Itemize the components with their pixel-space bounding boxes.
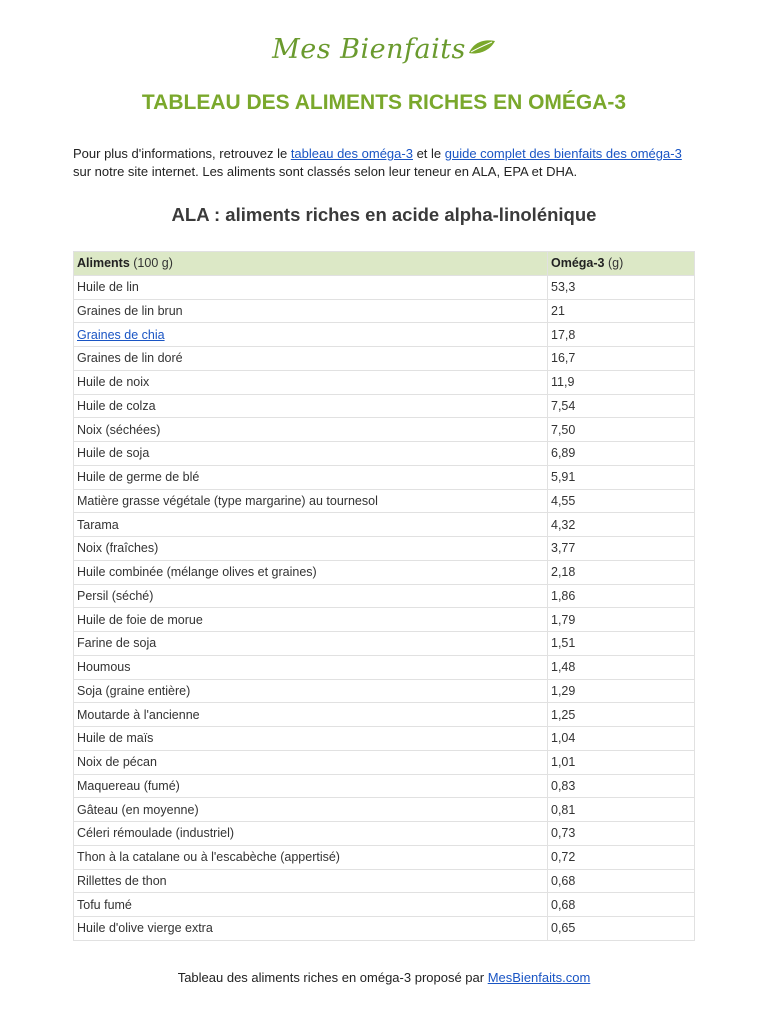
- site-link[interactable]: MesBienfaits.com: [487, 970, 591, 985]
- table-row: [74, 822, 695, 846]
- intro-paragraph: [73, 145, 703, 181]
- food-name-cell: Matière grasse végétale (type margarine) au tournesol: [74, 489, 548, 513]
- intro-text: Pour plus d'informations, retrouvez le: [73, 146, 291, 161]
- table-row: [74, 750, 695, 774]
- omega3-value-cell: 2,18: [548, 560, 695, 584]
- food-name-cell: Tarama: [74, 513, 548, 537]
- food-name-cell: Tofu fumé: [74, 893, 548, 917]
- table-row: [74, 347, 695, 371]
- omega3-value-cell: 1,25: [548, 703, 695, 727]
- column-header-omega3: Oméga-3 (g): [548, 252, 695, 276]
- food-name-cell: [74, 323, 548, 347]
- table-row: [74, 370, 695, 394]
- food-name-cell: Huile de colza: [74, 394, 548, 418]
- omega3-value-cell: 7,54: [548, 394, 695, 418]
- omega3-value-cell: 7,50: [548, 418, 695, 442]
- food-name-cell: Houmous: [74, 655, 548, 679]
- food-name-cell: Maquereau (fumé): [74, 774, 548, 798]
- food-name-cell: Huile de noix: [74, 370, 548, 394]
- food-name-cell: Huile de maïs: [74, 727, 548, 751]
- omega3-value-cell: 1,51: [548, 632, 695, 656]
- omega3-value-cell: 0,72: [548, 845, 695, 869]
- logo: [0, 34, 768, 65]
- omega3-value-cell: 0,83: [548, 774, 695, 798]
- food-name-cell: Farine de soja: [74, 632, 548, 656]
- leaf-icon: [468, 39, 496, 55]
- omega3-value-cell: 0,68: [548, 869, 695, 893]
- table-row: [74, 798, 695, 822]
- omega3-value-cell: 4,55: [548, 489, 695, 513]
- omega3-value-cell: 6,89: [548, 442, 695, 466]
- footer-text: Tableau des aliments riches en oméga-3 proposé par: [177, 970, 488, 985]
- table-row: [74, 418, 695, 442]
- food-name-cell: Gâteau (en moyenne): [74, 798, 548, 822]
- table-row: [74, 275, 695, 299]
- omega3-value-cell: 1,01: [548, 750, 695, 774]
- omega3-value-cell: 1,79: [548, 608, 695, 632]
- table-row: [74, 513, 695, 537]
- table-row: [74, 869, 695, 893]
- omega3-value-cell: 17,8: [548, 323, 695, 347]
- food-name-cell: Huile de lin: [74, 275, 548, 299]
- omega3-value-cell: 16,7: [548, 347, 695, 371]
- omega3-value-cell: 1,48: [548, 655, 695, 679]
- table-row: [74, 489, 695, 513]
- section-title: ALA : aliments riches en acide alpha-linolénique: [171, 204, 597, 225]
- food-name-cell: Huile de soja: [74, 442, 548, 466]
- table-row: [74, 608, 695, 632]
- table-row: [74, 679, 695, 703]
- omega3-value-cell: 5,91: [548, 465, 695, 489]
- food-name-cell: Thon à la catalane ou à l'escabèche (appertisé): [74, 845, 548, 869]
- food-name-cell: Huile d'olive vierge extra: [74, 917, 548, 941]
- omega3-value-cell: 1,86: [548, 584, 695, 608]
- food-link[interactable]: Graines de chia: [77, 327, 165, 342]
- omega3-value-cell: 4,32: [548, 513, 695, 537]
- omega3-value-cell: 0,65: [548, 917, 695, 941]
- food-name-cell: Céleri rémoulade (industriel): [74, 822, 548, 846]
- table-row: [74, 442, 695, 466]
- table-row: [74, 323, 695, 347]
- omega3-value-cell: 11,9: [548, 370, 695, 394]
- food-name-cell: Persil (séché): [74, 584, 548, 608]
- food-name-cell: Noix (fraîches): [74, 537, 548, 561]
- food-name-cell: Huile de germe de blé: [74, 465, 548, 489]
- omega3-table-link[interactable]: tableau des oméga-3: [290, 146, 413, 161]
- table-header-row: [74, 252, 695, 276]
- intro-text: et le: [412, 146, 445, 161]
- omega3-guide-link[interactable]: guide complet des bienfaits des oméga-3: [444, 146, 682, 161]
- footer: [0, 970, 768, 985]
- omega3-value-cell: 53,3: [548, 275, 695, 299]
- table-row: [74, 727, 695, 751]
- logo-text: Mes Bienfaits: [272, 34, 466, 65]
- omega3-value-cell: 1,04: [548, 727, 695, 751]
- intro-text: sur notre site internet. Les aliments sont classés selon leur teneur en ALA, EPA et DHA.: [73, 164, 578, 179]
- table-row: [74, 632, 695, 656]
- food-name-cell: Huile de foie de morue: [74, 608, 548, 632]
- table-row: [74, 774, 695, 798]
- table-row: [74, 893, 695, 917]
- omega3-value-cell: 0,68: [548, 893, 695, 917]
- table-row: [74, 537, 695, 561]
- omega3-value-cell: 1,29: [548, 679, 695, 703]
- table-row: [74, 584, 695, 608]
- omega3-value-cell: 0,73: [548, 822, 695, 846]
- table-row: [74, 655, 695, 679]
- food-name-cell: Graines de lin brun: [74, 299, 548, 323]
- food-name-cell: Soja (graine entière): [74, 679, 548, 703]
- food-name-cell: Graines de lin doré: [74, 347, 548, 371]
- table-row: [74, 917, 695, 941]
- omega3-value-cell: 0,81: [548, 798, 695, 822]
- food-name-cell: Noix de pécan: [74, 750, 548, 774]
- food-name-cell: Noix (séchées): [74, 418, 548, 442]
- column-header-aliments: Aliments (100 g): [74, 252, 548, 276]
- food-name-cell: Moutarde à l'ancienne: [74, 703, 548, 727]
- omega3-value-cell: 3,77: [548, 537, 695, 561]
- food-name-cell: Huile combinée (mélange olives et graines): [74, 560, 548, 584]
- food-name-cell: Rillettes de thon: [74, 869, 548, 893]
- omega3-table: [73, 251, 695, 941]
- table-row: [74, 560, 695, 584]
- table-row: [74, 394, 695, 418]
- table-row: [74, 299, 695, 323]
- table-row: [74, 703, 695, 727]
- table-row: [74, 845, 695, 869]
- page-title: TABLEAU DES ALIMENTS RICHES EN OMÉGA-3: [141, 91, 627, 114]
- table-row: [74, 465, 695, 489]
- omega3-value-cell: 21: [548, 299, 695, 323]
